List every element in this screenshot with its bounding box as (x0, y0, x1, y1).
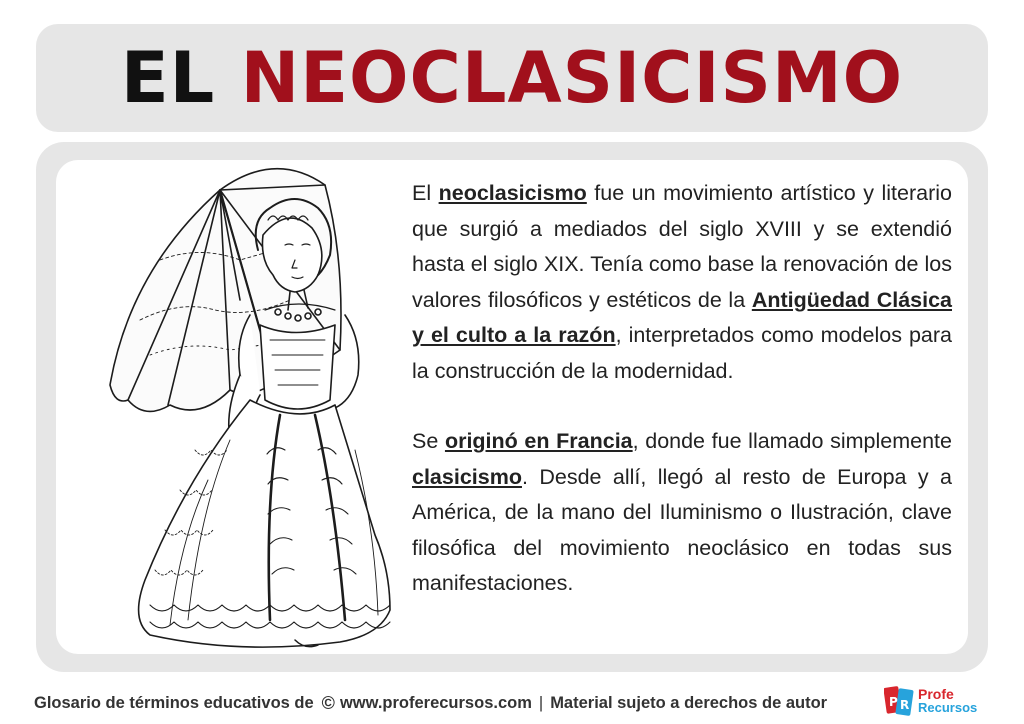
title-part-el: EL (120, 37, 216, 119)
footer-glossary-label: Glosario de términos educativos de (34, 693, 314, 712)
footer-rights-label: Material sujeto a derechos de autor (550, 693, 828, 712)
page-title (120, 37, 904, 119)
paragraph-definition (412, 176, 952, 389)
svg-text:P: P (889, 695, 898, 709)
title-banner (36, 24, 988, 132)
woman-with-parasol-illustration (90, 150, 400, 660)
keyword-clasicismo: clasicismo (412, 464, 522, 489)
article-text (412, 176, 952, 602)
p1-text-start: El (412, 181, 439, 205)
keyword-neoclasicismo: neoclasicismo (438, 181, 587, 205)
footer (34, 686, 994, 716)
logo-word-recursos: Recursos (918, 700, 978, 715)
footer-separator: | (538, 693, 544, 712)
copyright-icon: © (321, 692, 335, 713)
keyword-origino-en-francia: originó en Francia (444, 429, 633, 453)
p2-text-end: . Desde allí, llegó al resto de Europa y a América, de la mano del Iluminismo o Ilustración, clave filosófica del movimiento neoclásico en todas sus manifestaciones. (412, 464, 952, 595)
footer-site-link[interactable]: www.proferecursos.com (339, 693, 532, 712)
svg-text:R: R (900, 698, 910, 712)
profe-recursos-logo-icon (884, 686, 914, 716)
keyword-antiguedad-clasica: Antigüedad Clásica y el culto a la razón (412, 287, 952, 347)
paragraph-origin (412, 424, 952, 602)
p1-text-end: , interpretados como modelos para la construcción de la modernidad. (412, 323, 952, 383)
logo-word-profe: Profe (918, 686, 954, 702)
p2-text-middle: , donde fue llamado simplemente (632, 429, 952, 453)
profe-recursos-logo[interactable] (884, 686, 977, 716)
p1-text-middle: fue un movimiento artístico y literario que surgió a mediados del siglo XVIII y se extendió hasta el siglo XIX. Tenía como base la renovación de los valores filosóficos y estéticos de la (412, 181, 952, 312)
logo-wordmark (918, 688, 977, 714)
title-part-neoclasicismo: NEOCLASICISMO (240, 37, 904, 119)
p2-text-start: Se (412, 429, 445, 453)
